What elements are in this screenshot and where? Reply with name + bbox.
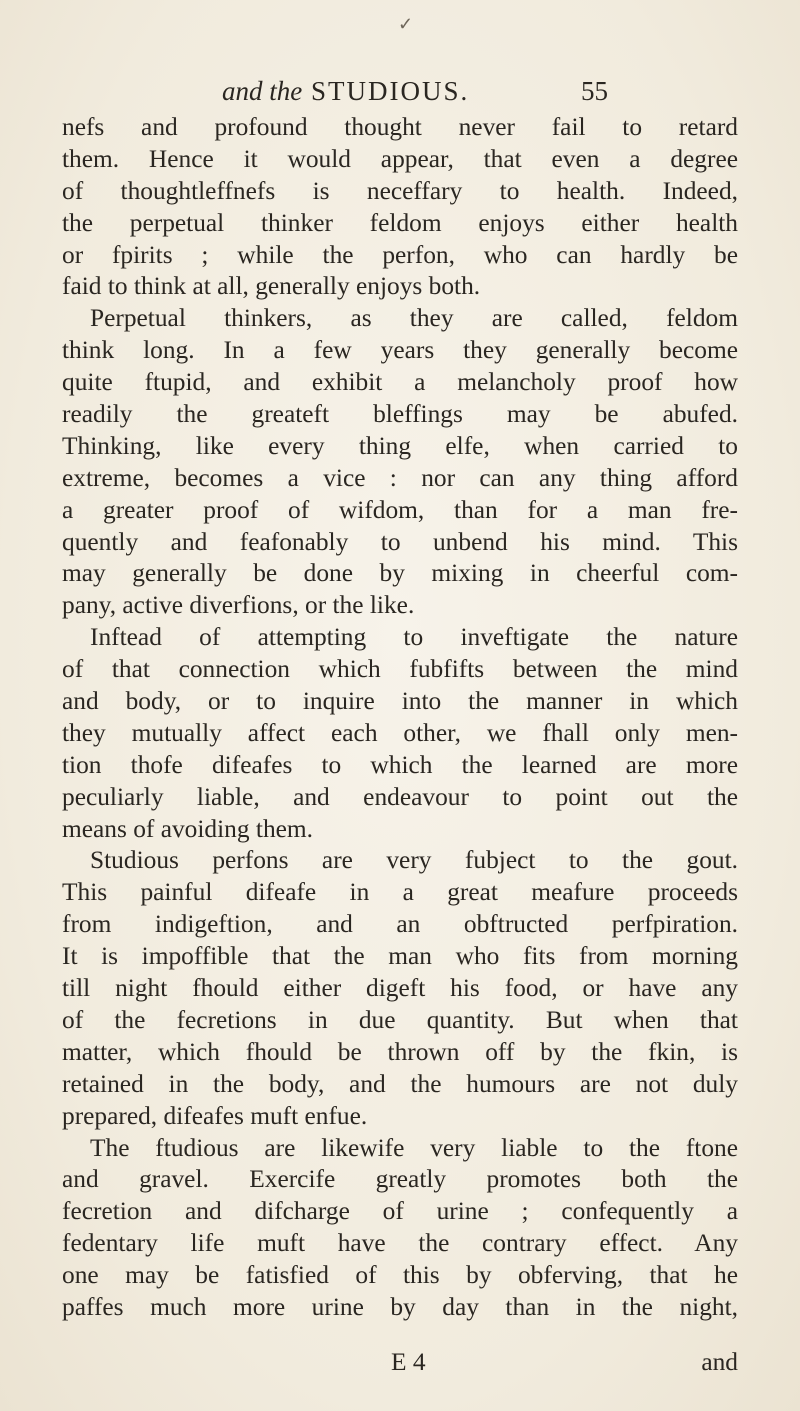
text-line: or fpirits ; while the perfon, who can hardly be (62, 240, 738, 269)
text-line: of the fecretions in due quantity. But when that (62, 1005, 738, 1034)
text-line: them. Hence it would appear, that even a degree (62, 144, 738, 173)
text-line: Thinking, like every thing elfe, when carried to (62, 431, 738, 460)
text-line: retained in the body, and the humours are not duly (62, 1069, 738, 1098)
text-line: prepared, difeafes muft enfue. (62, 1101, 368, 1130)
running-header (222, 70, 608, 112)
text-line: till night fhould either digeft his food, or have any (62, 974, 738, 1003)
running-title-caps: STUDIOUS. (311, 76, 470, 106)
text-line: paffes much more urine by day than in the night, (62, 1292, 738, 1321)
signature-mark: E 4 (391, 1348, 426, 1376)
text-line: This painful difeafe in a great meafure proceeds (62, 878, 738, 907)
text-line: of thoughtleffnefs is neceffary to health. Indeed, (62, 176, 738, 205)
text-line: It is impoffible that the man who fits from morning (62, 942, 738, 971)
running-title (222, 70, 469, 112)
text-line: the perpetual thinker feldom enjoys either health (62, 208, 738, 237)
text-line: quite ftupid, and exhibit a melancholy proof how (62, 368, 738, 397)
page-number: 55 (581, 76, 608, 106)
text-line: may generally be done by mixing in cheerful com- (62, 559, 738, 588)
text-line: matter, which fhould be thrown off by the fkin, is (62, 1037, 738, 1066)
text-line: Perpetual thinkers, as they are called, feldom (90, 304, 738, 333)
text-line: a greater proof of wifdom, than for a man fre- (62, 495, 738, 524)
text-line: they mutually affect each other, we fhall only men- (62, 718, 738, 747)
text-line: fecretion and difcharge of urine ; confequently a (62, 1197, 738, 1226)
text-line: peculiarly liable, and endeavour to point out the (62, 782, 738, 811)
text-line: readily the greateft bleffings may be abufed. (62, 400, 738, 429)
text-line: means of avoiding them. (62, 814, 314, 843)
catchword: and (701, 1348, 738, 1376)
text-line: faid to think at all, generally enjoys both. (62, 272, 481, 301)
text-line: extreme, becomes a vice : nor can any thing afford (62, 463, 738, 492)
text-line: fedentary life muft have the contrary effect. Any (62, 1229, 738, 1258)
text-line: Inftead of attempting to inveftigate the nature (90, 623, 738, 652)
text-line: nefs and profound thought never fail to retard (62, 113, 738, 141)
text-line: of that connection which fubfifts between the mind (62, 655, 738, 684)
text-line: tion thofe difeafes to which the learned are more (62, 750, 738, 779)
text-line: and body, or to inquire into the manner in which (62, 687, 738, 716)
running-title-italic: and the (222, 76, 303, 106)
text-line: Studious perfons are very fubject to the gout. (90, 846, 738, 875)
text-line: one may be fatisfied of this by obferving, that he (62, 1261, 738, 1290)
body-text (62, 112, 738, 1324)
text-line: The ftudious are likewife very liable to the ftone (90, 1133, 738, 1162)
text-line: and gravel. Exercife greatly promotes both the (62, 1165, 738, 1194)
text-line: pany, active diverfions, or the like. (62, 591, 415, 620)
page-footer (62, 1346, 738, 1378)
text-line: think long. In a few years they generally become (62, 336, 738, 365)
text-line: quently and feafonably to unbend his mind. This (62, 527, 738, 556)
top-mark: ✓ (398, 14, 414, 34)
text-line: from indigeftion, and an obftructed perfpiration. (62, 910, 738, 939)
